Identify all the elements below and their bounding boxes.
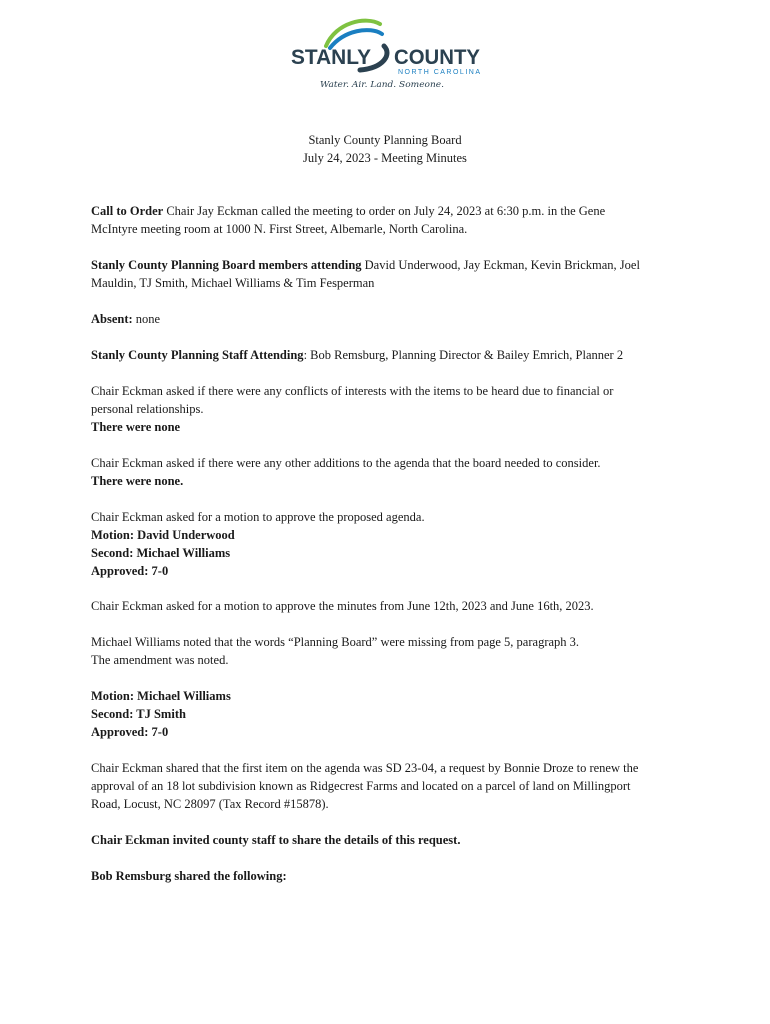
first-item-line-1: Chair Eckman shared that the first item on the agenda was SD 23-04, a request by Bonnie Droze to renew the [91,761,639,775]
additions-paragraph [91,454,691,490]
conflicts-paragraph [91,382,691,436]
absent-paragraph [91,310,691,328]
conflicts-line-1: Chair Eckman asked if there were any conflicts of interests with the items to be heard due to financial or [91,384,614,398]
minutes-vote-mover: Motion: Michael Williams [91,689,231,703]
minutes-vote-second: Second: TJ Smith [91,707,186,721]
agenda-motion-mover: Motion: David Underwood [91,528,235,542]
title-line-2: July 24, 2023 - Meeting Minutes [303,151,467,165]
call-to-order-paragraph [91,202,691,238]
agenda-motion-second: Second: Michael Williams [91,546,231,560]
additions-line-1: Chair Eckman asked if there were any other additions to the agenda that the board needed to consider. [91,456,601,470]
document-title [0,131,770,167]
first-item-line-2: approval of an 18 lot subdivision known as Ridgecrest Farms and located on a parcel of land on Millingport [91,779,631,793]
logo-graphic [288,14,484,94]
call-to-order-text-1: Chair Jay Eckman called the meeting to order on July 24, 2023 at 6:30 p.m. in the Gene [163,204,606,218]
logo-name-left: STANLY [291,46,371,69]
logo-name-right: COUNTY [394,46,480,69]
staff-text: : Bob Remsburg, Planning Director & Bailey Emrich, Planner 2 [303,348,624,362]
title-line-1: Stanly County Planning Board [308,133,462,147]
logo-state: NORTH CAROLINA [398,69,480,76]
first-item-paragraph [91,759,691,813]
staff-attending-paragraph [91,346,691,364]
staff-label: Stanly County Planning Staff Attending [91,348,304,362]
members-text-2: Mauldin, TJ Smith, Michael Williams & Tim Fesperman [91,276,375,290]
minutes-motion-request: Chair Eckman asked for a motion to approve the minutes from June 12th, 2023 and June 16th, 2023. [91,599,594,613]
logo-tagline: Water. Air. Land. Someone. [320,80,444,90]
agenda-motion-request: Chair Eckman asked for a motion to approve the proposed agenda. [91,510,425,524]
members-attending-paragraph [91,256,691,292]
call-to-order-text-2: McIntyre meeting room at 1000 N. First Street, Albemarle, North Carolina. [91,222,468,236]
agenda-motion-paragraph [91,508,691,580]
stanly-county-logo [288,14,484,94]
amendment-paragraph [91,633,691,669]
additions-result: There were none. [91,474,184,488]
absent-label: Absent: [91,312,133,326]
minutes-motion-paragraph [91,597,691,615]
agenda-motion-approved: Approved: 7-0 [91,564,169,578]
remsburg-paragraph [91,867,691,885]
members-text-1: David Underwood, Jay Eckman, Kevin Brickman, Joel [361,258,640,272]
first-item-line-3: Road, Locust, NC 28097 (Tax Record #15878). [91,797,329,811]
members-label: Stanly County Planning Board members attending [91,258,362,272]
remsburg-text: Bob Remsburg shared the following: [91,869,287,883]
absent-text: none [132,312,161,326]
minutes-vote-paragraph [91,687,691,741]
invite-staff-text: Chair Eckman invited county staff to share the details of this request. [91,833,461,847]
invite-staff-paragraph [91,831,691,849]
minutes-vote-approved: Approved: 7-0 [91,725,169,739]
call-to-order-label: Call to Order [91,204,164,218]
amendment-line-2: The amendment was noted. [91,653,229,667]
conflicts-result: There were none [91,420,181,434]
conflicts-line-2: personal relationships. [91,402,204,416]
amendment-line-1: Michael Williams noted that the words “Planning Board” were missing from page 5, paragraph 3. [91,635,580,649]
